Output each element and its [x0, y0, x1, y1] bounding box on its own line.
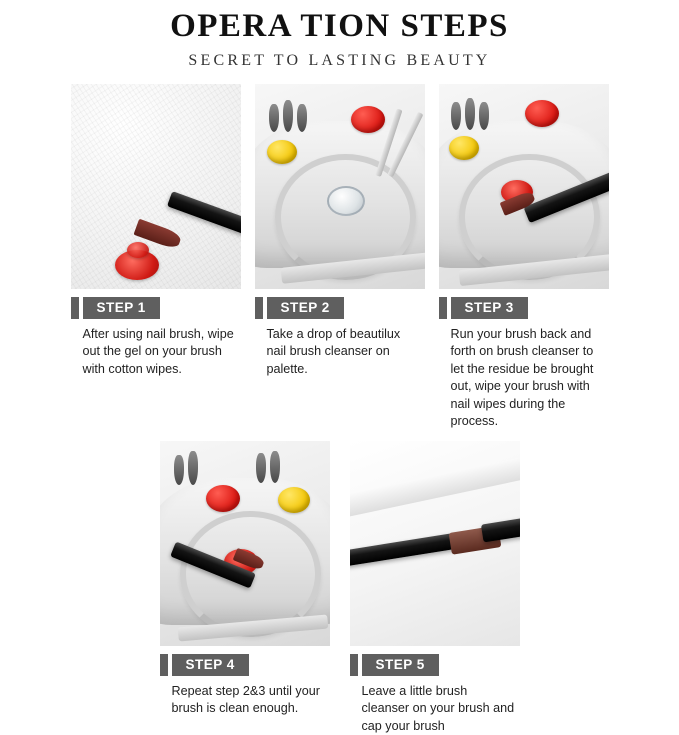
steps-row-bottom [0, 441, 679, 735]
step-4-badge: STEP 4 [172, 654, 249, 676]
step-5-badge-wrap [350, 654, 520, 676]
step-card-3 [439, 84, 609, 431]
step-3-badge: STEP 3 [451, 297, 528, 319]
badge-tick-icon [350, 654, 358, 676]
step-4-image [160, 441, 330, 646]
badge-tick-icon [71, 297, 79, 319]
steps-row-top [0, 84, 679, 431]
badge-tick-icon [255, 297, 263, 319]
step-4-badge-wrap [160, 654, 330, 676]
step-1-image [71, 84, 241, 289]
step-card-2 [255, 84, 425, 431]
step-2-badge-wrap [255, 297, 425, 319]
step-5-badge: STEP 5 [362, 654, 439, 676]
badge-tick-icon [439, 297, 447, 319]
step-1-description: After using nail brush, wipe out the gel on your brush with cotton wipes. [82, 326, 234, 376]
header [0, 0, 679, 70]
step-2-image [255, 84, 425, 289]
page-title: OPERA TION STEPS [170, 8, 509, 44]
step-2-description: Take a drop of beautilux nail brush cleanser on palette. [266, 326, 401, 376]
step-3-image [439, 84, 609, 289]
step-1-badge-wrap [71, 297, 241, 319]
step-5-description: Leave a little brush cleanser on your brush and cap your brush [361, 683, 515, 733]
step-card-1 [71, 84, 241, 431]
badge-tick-icon [160, 654, 168, 676]
step-2-badge: STEP 2 [267, 297, 344, 319]
step-5-image [350, 441, 520, 646]
step-3-badge-wrap [439, 297, 609, 319]
step-3-description: Run your brush back and forth on brush cleanser to let the residue be brought out, wipe your brush with nail wipes during the process. [450, 326, 594, 429]
step-1-badge: STEP 1 [83, 297, 160, 319]
step-card-4 [160, 441, 330, 735]
step-card-5 [350, 441, 520, 735]
step-4-description: Repeat step 2&3 until your brush is clean enough. [171, 683, 320, 716]
page-subtitle: SECRET TO LASTING BEAUTY [188, 51, 491, 69]
